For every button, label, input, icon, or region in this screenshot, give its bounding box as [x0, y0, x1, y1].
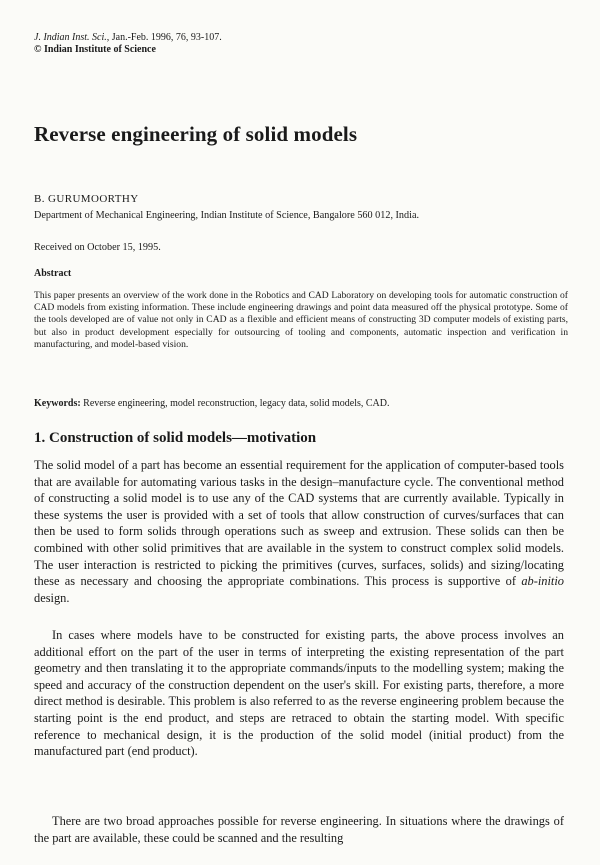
- section-heading: 1. Construction of solid models—motivation: [34, 430, 317, 446]
- copyright-line: © Indian Institute of Science: [34, 44, 156, 55]
- journal-header: [34, 32, 222, 56]
- abstract-heading: Abstract: [34, 268, 72, 279]
- article-author: B. GURUMOORTHY: [34, 193, 139, 205]
- journal-name: J. Indian Inst. Sci.,: [34, 32, 110, 43]
- abstract-text: This paper presents an overview of the work done in the Robotics and CAD Laboratory on developing tools for automatic construction of CAD models from existing information. These include engineering drawings and point data measured off the physical prototype. Some of the tools developed are of value not only in CAD as a flexible and efficient means of constructing 3D computer models of existing parts, but also in product development especially for outsourcing of tooling and components, automatic inspection and verification in manufacturing, and model-based vision.: [34, 290, 568, 350]
- article-title: Reverse engineering of solid models: [34, 122, 358, 146]
- received-date: Received on October 15, 1995.: [34, 242, 161, 253]
- paragraph-1-end: design.: [34, 590, 70, 605]
- author-affiliation: Department of Mechanical Engineering, Indian Institute of Science, Bangalore 560 012, India.: [34, 210, 420, 221]
- body-paragraph-1: [34, 457, 564, 606]
- keywords-line: [34, 398, 389, 409]
- journal-citation: [34, 32, 222, 44]
- paragraph-1-text: The solid model of a part has become an essential requirement for the application of computer-based tools that are available for automating various tasks in the design–manufacture cycle. The conventional method of constructing a solid model is to use any of the CAD systems that are currently available. Typically in these systems the user is provided with a set of tools that allow construction of curves/surfaces that can then be used to form solids through operations such as sweep and extrusion. These solids can then be combined with other solid primitives that are available in the system to construct complex solid models. The user interaction is restricted to picking the primitives (curves, surfaces, solids) and sizing/locating these as necessary and choosing the appropriate combinations. This process is supportive of: [34, 458, 564, 589]
- body-paragraph-2: In cases where models have to be constructed for existing parts, the above process involves an additional effort on the part of the user in terms of interpreting the existing representation of the part geometry and then translating it to the appropriate commands/inputs to the modelling system; making the speed and accuracy of the construction dependent on the user's skill. For existing parts, therefore, a more direct method is desirable. This problem is also referred to as the reverse engineering problem because the starting point is the end product, and steps are retraced to obtain the starting model. With specific reference to mechanical design, it is the production of the solid model (initial product) from the manufactured part (end product).: [34, 628, 564, 759]
- body-paragraph-3: There are two broad approaches possible for reverse engineering. In situations where the drawings of the part are available, these could be scanned and the resulting: [34, 814, 564, 845]
- keywords-text: Reverse engineering, model reconstruction, legacy data, solid models, CAD.: [80, 398, 390, 409]
- journal-details: Jan.-Feb. 1996, 76, 93-107.: [109, 32, 222, 43]
- paragraph-1-italic: ab-initio: [521, 574, 564, 589]
- keywords-label: Keywords:: [34, 398, 81, 409]
